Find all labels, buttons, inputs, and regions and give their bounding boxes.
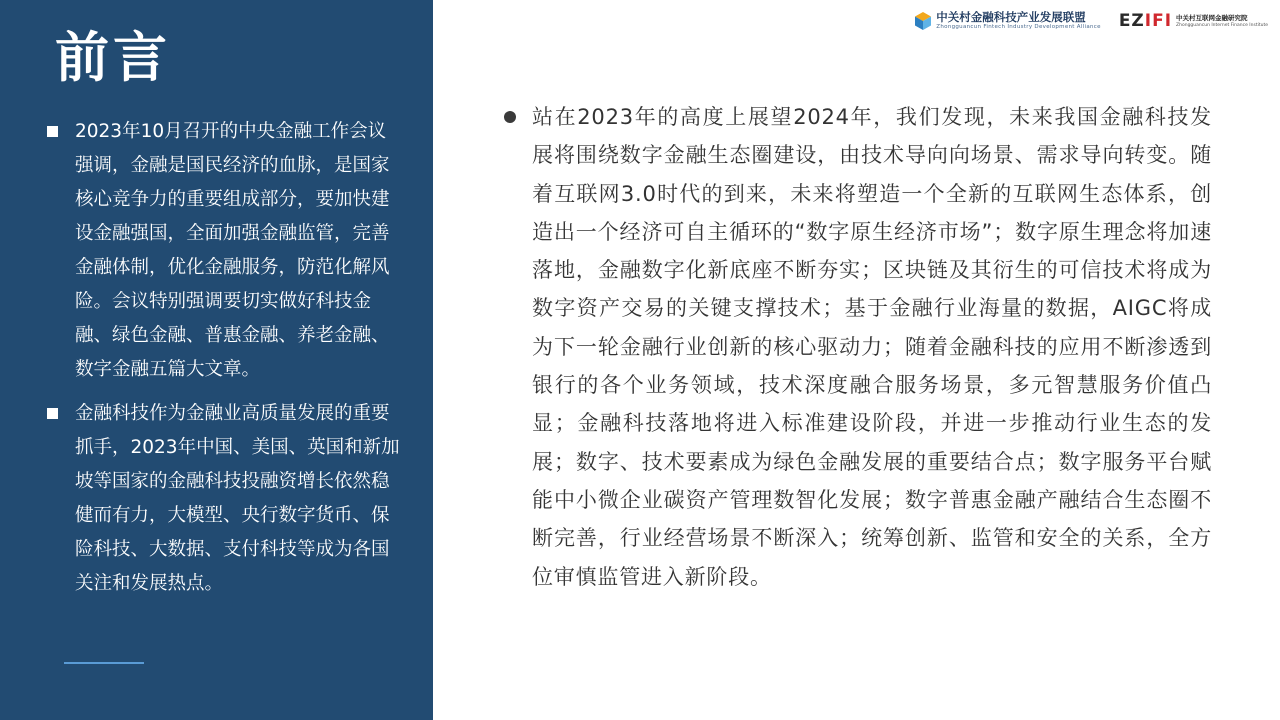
header-logos xyxy=(914,8,1268,34)
outlook-text: 站在2023年的高度上展望2024年，我们发现，未来我国金融科技发展将围绕数字金融生态圈建设，由技术导向向场景、需求导向转变。随着互联网3.0时代的到来，未来将塑造一个全新的互联网生态体系，创造出一个经济可自主循环的“数字原生经济市场”；数字原生理念将加速落地，金融数字化新底座不断夯实；区块链及其衍生的可信技术将成为数字资产交易的关键支撑技术；基于金融行业海量的数据，AIGC将成为下一轮金融行业创新的核心驱动力；随着金融科技的应用不断渗透到银行的各个业务领域，技术深度融合服务场景，多元智慧服务价值凸显；金融科技落地将进入标准建设阶段，并进一步推动行业生态的发展；数字、技术要素成为绿色金融发展的重要结合点；数字服务平台赋能中小微企业碳资产管理数智化发展；数字普惠金融产融结合生态圈不断完善，行业经营场景不断深入；统筹创新、监管和安全的关系，全方位审慎监管进入新阶段。 xyxy=(532,105,1212,589)
outlook-paragraph xyxy=(500,98,1212,596)
ezifi-logo-mark: EZIFI xyxy=(1118,11,1173,31)
list-item xyxy=(44,397,404,601)
decorative-underline xyxy=(64,662,144,664)
square-bullet-icon xyxy=(47,126,58,137)
alliance-name-en: Zhongguancun Fintech Industry Development Alliance xyxy=(936,24,1101,30)
cube-logo-icon xyxy=(914,11,932,31)
alliance-name-cn: 中关村金融科技产业发展联盟 xyxy=(936,10,1086,24)
list-item-text: 2023年10月召开的中央金融工作会议强调，金融是国民经济的血脉，是国家核心竞争力的重要组成部分，要加快建设金融强国，全面加强金融监管，完善金融体制，优化金融服务，防范化解风险。会议特别强调要切实做好科技金融、绿色金融、普惠金融、养老金融、数字金融五篇大文章。 xyxy=(75,121,390,380)
list-item-text: 金融科技作为金融业高质量发展的重要抓手，2023年中国、美国、英国和新加坡等国家的金融科技投融资增长依然稳健而有力，大模型、央行数字货币、保险科技、大数据、支付科技等成为各国关注和发展热点。 xyxy=(75,403,400,594)
left-panel xyxy=(0,0,433,720)
page-title: 前言 xyxy=(55,26,171,89)
left-bullet-list xyxy=(44,115,404,611)
square-bullet-icon xyxy=(47,408,58,419)
ezifi-name-en: Zhongguancun Internet Finance Institute xyxy=(1176,22,1268,28)
list-item xyxy=(44,115,404,387)
ezifi-logo xyxy=(1119,11,1268,31)
ezifi-name-cn: 中关村互联网金融研究院 xyxy=(1176,13,1248,22)
right-content xyxy=(500,98,1212,596)
alliance-logo xyxy=(914,11,1101,31)
circle-bullet-icon xyxy=(504,111,516,123)
